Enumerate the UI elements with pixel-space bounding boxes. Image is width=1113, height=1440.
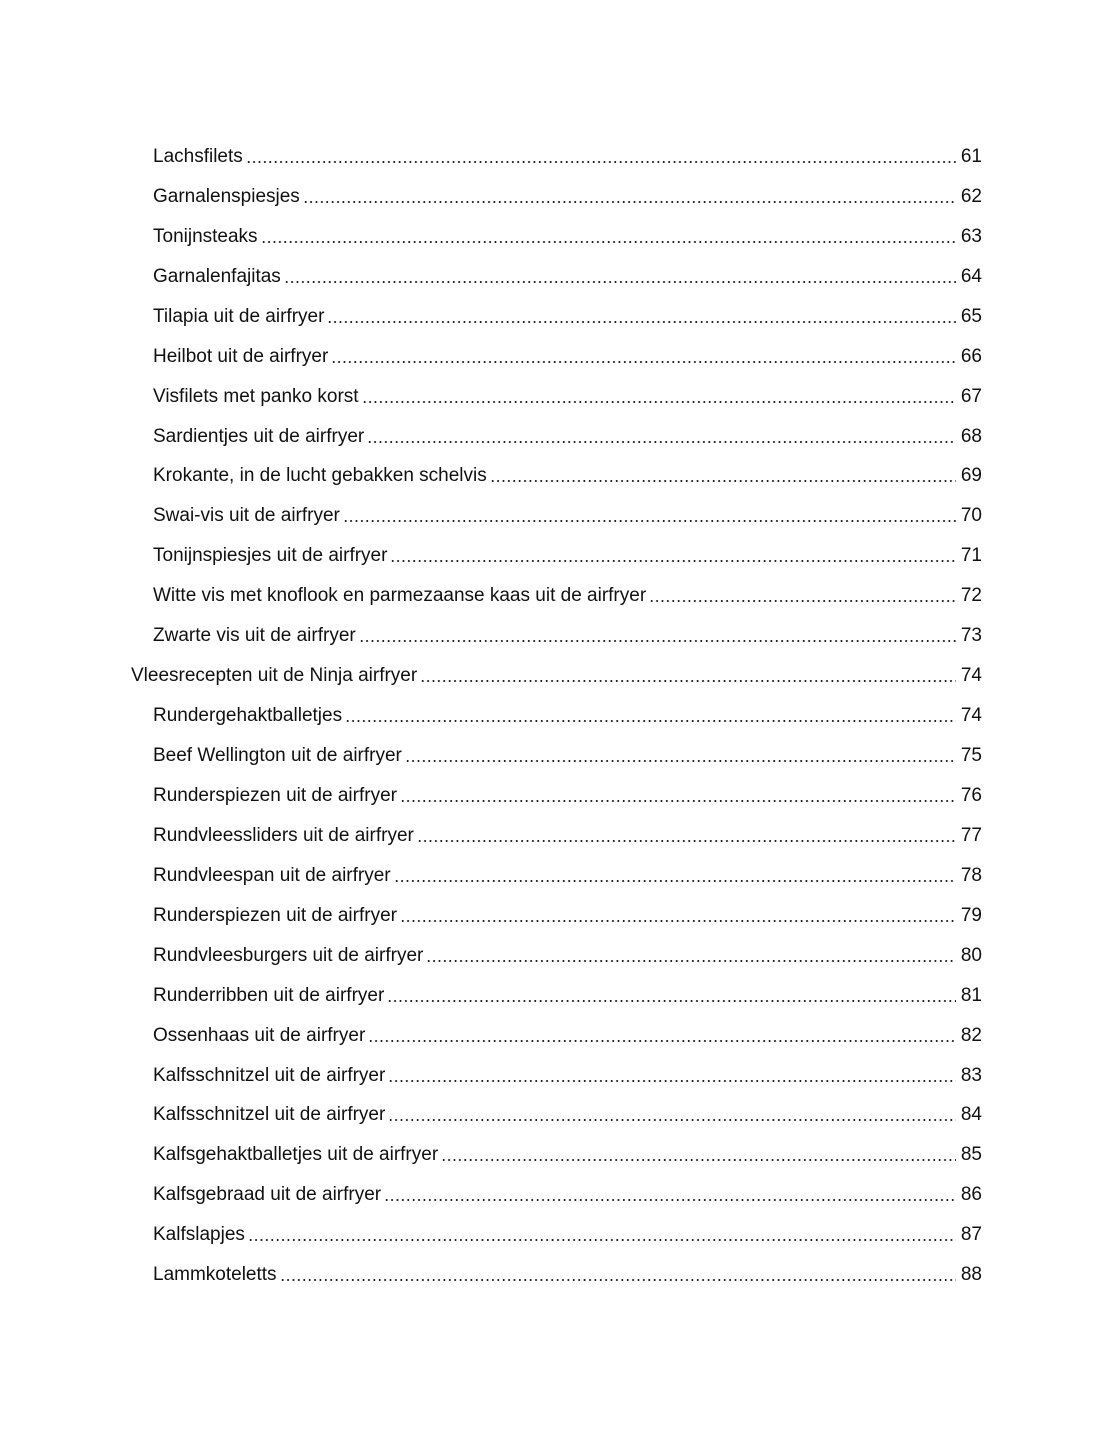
toc-page-number: 75 (960, 745, 982, 766)
toc-entry[interactable] (131, 1166, 982, 1206)
toc-entry-title: Garnalenfajitas (153, 265, 281, 287)
toc-page-number: 84 (960, 1104, 982, 1126)
toc-entry-title: Heilbot uit de airfryer (153, 345, 329, 367)
toc-page-number: 61 (960, 145, 982, 167)
toc-entry-title: Runderspiezen uit de airfryer (153, 784, 397, 806)
toc-entry-title: Rundergehaktballetjes (153, 705, 343, 727)
toc-entry[interactable] (131, 927, 982, 967)
toc-page-number: 70 (960, 505, 982, 527)
dot-leader (248, 1238, 956, 1242)
toc-page-number: 82 (960, 1024, 982, 1046)
toc-entry-title: Visfilets met panko korst (153, 385, 359, 407)
toc-entry-title: Krokante, in de lucht gebakken schelvis (153, 465, 487, 487)
dot-leader (649, 599, 956, 603)
dot-leader (359, 639, 956, 643)
dot-leader (343, 519, 956, 523)
toc-page-number: 78 (960, 864, 982, 886)
toc-entry-title: Vleesrecepten uit de Ninja airfryer (131, 665, 418, 687)
toc-entry-title: Tonijnsteaks (153, 225, 258, 247)
dot-leader (367, 440, 956, 444)
toc-entry-title: Kalfsgehaktballetjes uit de airfryer (153, 1144, 439, 1166)
toc-section-heading[interactable] (131, 647, 982, 687)
toc-entry[interactable] (131, 408, 982, 448)
toc-page-number: 63 (960, 225, 982, 247)
toc-entry[interactable] (131, 607, 982, 647)
toc-entry-title: Runderribben uit de airfryer (153, 984, 385, 1006)
toc-page-number: 73 (960, 625, 982, 647)
dot-leader (384, 1198, 956, 1202)
toc-page-number: 85 (960, 1144, 982, 1166)
dot-leader (420, 679, 956, 683)
toc-entry-title: Kalfsschnitzel uit de airfryer (153, 1104, 386, 1126)
toc-page-number: 79 (960, 904, 982, 926)
toc-entry[interactable] (131, 847, 982, 887)
dot-leader (390, 559, 955, 563)
toc-page-number: 62 (960, 185, 982, 207)
toc-page-number: 76 (960, 784, 982, 806)
toc-page-number: 77 (960, 824, 982, 846)
toc-page-number: 68 (960, 425, 982, 447)
toc-entry-title: Kalfsschnitzel uit de airfryer (153, 1064, 386, 1086)
toc-page-number: 88 (960, 1264, 982, 1286)
dot-leader (405, 759, 956, 763)
toc-entry-title: Rundvleesburgers uit de airfryer (153, 944, 424, 966)
dot-leader (303, 200, 956, 204)
toc-entry-title: Kalfsgebraad uit de airfryer (153, 1184, 382, 1206)
toc-entry[interactable] (131, 368, 982, 408)
dot-leader (368, 1039, 956, 1043)
dot-leader (388, 1079, 956, 1083)
toc-entry-title: Rundvleespan uit de airfryer (153, 864, 391, 886)
toc-entry[interactable] (131, 1047, 982, 1087)
toc-page-number: 74 (960, 665, 982, 687)
toc-entry[interactable] (131, 1206, 982, 1246)
toc-page-number: 64 (960, 265, 982, 287)
dot-leader (394, 879, 956, 883)
dot-leader (345, 719, 956, 723)
toc-entry-title: Tonijnspiesjes uit de airfryer (153, 545, 388, 567)
dot-leader (327, 320, 955, 324)
dot-leader (261, 240, 956, 244)
toc-page-number: 72 (960, 585, 982, 607)
toc-page-number: 83 (960, 1064, 982, 1086)
toc-entry-title: Runderspiezen uit de airfryer (153, 904, 397, 926)
dot-leader (400, 799, 956, 803)
toc-entry[interactable] (131, 887, 982, 927)
toc-entry[interactable] (131, 208, 982, 248)
toc-entry[interactable] (131, 328, 982, 368)
toc-entry[interactable] (131, 448, 982, 488)
toc-entry-title: Garnalenspiesjes (153, 185, 300, 207)
table-of-contents (131, 128, 982, 1286)
toc-entry-title: Kalfslapjes (153, 1224, 245, 1246)
toc-entry-title: Tilapia uit de airfryer (153, 305, 325, 327)
toc-entry[interactable] (131, 807, 982, 847)
dot-leader (387, 999, 956, 1003)
dot-leader (441, 1158, 956, 1162)
toc-page-number: 87 (960, 1224, 982, 1246)
toc-entry[interactable] (131, 687, 982, 727)
toc-entry[interactable] (131, 527, 982, 567)
dot-leader (490, 479, 956, 483)
toc-entry-title: Zwarte vis uit de airfryer (153, 625, 356, 647)
toc-entry[interactable] (131, 967, 982, 1007)
toc-entry[interactable] (131, 288, 982, 328)
toc-entry[interactable] (131, 727, 982, 767)
dot-leader (426, 959, 956, 963)
toc-page-number: 69 (960, 465, 982, 487)
toc-entry[interactable] (131, 1007, 982, 1047)
dot-leader (331, 360, 956, 364)
toc-entry[interactable] (131, 128, 982, 168)
toc-entry-title: Rundvleessliders uit de airfryer (153, 824, 414, 846)
toc-page-number: 74 (960, 705, 982, 727)
dot-leader (246, 160, 956, 164)
toc-entry-title: Lammkoteletts (153, 1264, 277, 1286)
dot-leader (284, 280, 956, 284)
dot-leader (362, 400, 956, 404)
toc-page-number: 65 (960, 305, 982, 327)
toc-entry-title: Lachsfilets (153, 145, 243, 167)
toc-page-number: 81 (960, 984, 982, 1006)
toc-entry-title: Witte vis met knoflook en parmezaanse kaas uit de airfryer (153, 585, 647, 607)
toc-page-number: 86 (960, 1184, 982, 1206)
toc-entry-title: Beef Wellington uit de airfryer (153, 745, 402, 766)
toc-entry[interactable] (131, 767, 982, 807)
toc-entry[interactable] (131, 168, 982, 208)
toc-entry[interactable] (131, 1246, 982, 1286)
toc-entry-title: Sardientjes uit de airfryer (153, 425, 365, 447)
toc-page-number: 80 (960, 944, 982, 966)
dot-leader (280, 1278, 956, 1282)
toc-entry-title: Swai-vis uit de airfryer (153, 505, 340, 527)
toc-entry[interactable] (131, 487, 982, 527)
toc-entry[interactable] (131, 567, 982, 607)
dot-leader (388, 1118, 956, 1122)
toc-page-number: 66 (960, 345, 982, 367)
toc-entry[interactable] (131, 1126, 982, 1166)
dot-leader (417, 839, 956, 843)
toc-entry[interactable] (131, 248, 982, 288)
toc-entry[interactable] (131, 1087, 982, 1127)
toc-page-number: 67 (960, 385, 982, 407)
toc-page-number: 71 (960, 545, 982, 567)
dot-leader (400, 919, 956, 923)
toc-entry-title: Ossenhaas uit de airfryer (153, 1024, 366, 1046)
